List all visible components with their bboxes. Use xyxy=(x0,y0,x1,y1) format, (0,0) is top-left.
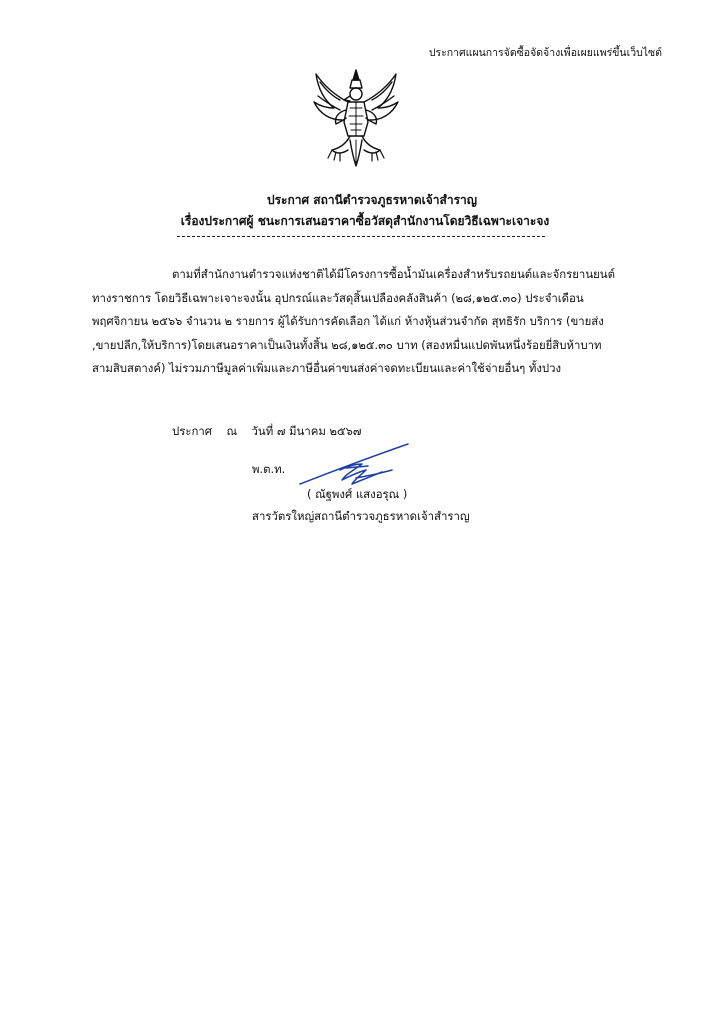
body-line: สามสิบสตางค์) ไม่รวมภาษีมูลค่าเพิ่มและภาษีอื่นค่าขนส่งค่าจดทะเบียนและค่าใช้จ่ายอื่นๆ ทั้งปวง xyxy=(92,361,562,375)
signer-name: ( ณัฐพงศ์ แสงอรุณ ) xyxy=(307,487,408,501)
body-line: ตามที่สำนักงานตำรวจแห่งชาติได้มีโครงการซื้อน้ำมันเครื่องสำหรับรถยนต์และจักรยานยนต์ xyxy=(172,267,615,281)
body-line: ,ขายปลีก,ให้บริการ)โดยเสนอราคาเป็นเงินทั้งสิ้น ๒๘,๑๒๕.๓๐ บาท (สองหมื่นแปดพันหนึ่งร้อยยี่สิบห้าบาท xyxy=(92,337,602,352)
title-block xyxy=(0,190,724,232)
signer-position: สารวัตรใหญ่สถานีตำรวจภูธรหาดเจ้าสำราญ xyxy=(252,509,470,523)
body-line: พฤศจิกายน ๒๕๖๖ จำนวน ๒ รายการ ผู้ได้รับการคัดเลือก ได้แก่ ห้างหุ้นส่วนจำกัด สุทธิรัก บริการ (ขายส่ง xyxy=(92,314,604,328)
header-note: ประกาศแผนการจัดซื้อจัดจ้างเพื่อเผยแพร่ขึ้นเว็บไซต์ xyxy=(428,47,662,59)
document-title: ประกาศ สถานีตำรวจภูธรหาดเจ้าสำราญ xyxy=(266,193,478,207)
dashed-separator xyxy=(177,236,545,237)
announcement-date: ประกาศ ณ วันที่ ๗ มีนาคม ๒๕๖๗ xyxy=(172,424,362,438)
body-line: ทางราชการ โดยวิธีเฉพาะเจาะจงนั้น อุปกรณ์และวัสดุสิ้นเปลืองคลังสินค้า (๒๘,๑๒๕.๓๐) ประจำเดือน xyxy=(92,290,584,305)
signer-rank: พ.ต.ท. xyxy=(252,462,286,476)
announcement-body xyxy=(92,263,640,381)
document-subject: เรื่องประกาศผู้ ชนะการเสนอราคาซื้อวัสดุสำนักงานโดยวิธีเฉพาะเจาะจง xyxy=(180,214,550,228)
garuda-emblem-icon xyxy=(310,66,402,170)
handwritten-signature-icon xyxy=(296,440,414,490)
